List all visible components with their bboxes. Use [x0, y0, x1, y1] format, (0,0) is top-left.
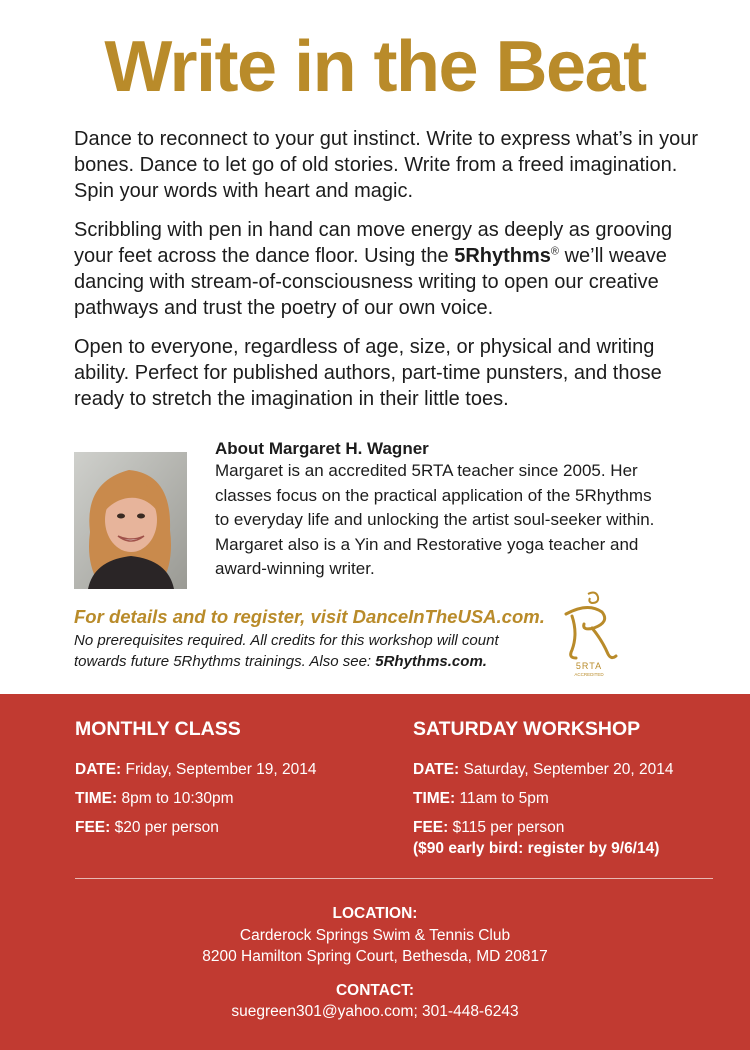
monthly-date-value: Friday, September 19, 2014	[121, 761, 317, 778]
monthly-date	[75, 759, 317, 780]
saturday-date-label: DATE:	[413, 761, 460, 778]
location-line-1: Carderock Springs Swim & Tennis Club	[239, 926, 511, 944]
monthly-fee	[75, 817, 317, 838]
5rhythms-link[interactable]: 5Rhythms.com.	[375, 653, 487, 670]
logo-letters: 5RTA	[575, 661, 603, 671]
location-contact	[0, 903, 750, 1023]
monthly-class-heading: MONTHLY CLASS	[75, 718, 241, 740]
saturday-fee-label: FEE:	[413, 819, 449, 836]
location-line-2: 8200 Hamilton Spring Court, Bethesda, MD 20817	[202, 948, 548, 965]
saturday-time-value: 11am to 5pm	[455, 790, 549, 807]
5rta-accredited-logo	[558, 588, 620, 678]
registered-mark: ®	[550, 245, 560, 258]
contact-line[interactable]: suegreen301@yahoo.com; 301-448-6243	[231, 1003, 519, 1020]
saturday-date	[413, 759, 674, 780]
saturday-fee-value: $115 per person	[448, 819, 565, 836]
5rta-logo-icon	[558, 588, 620, 678]
page-title: Write in the Beat	[104, 27, 646, 107]
prerequisites-note	[74, 630, 554, 672]
note-text: No prerequisites required. All credits for this workshop will count towards future 5Rhythms trainings. Also see:	[74, 632, 499, 670]
saturday-early-bird: ($90 early bird: register by 9/6/14)	[413, 840, 660, 857]
monthly-fee-label: FEE:	[75, 819, 111, 836]
location-label: LOCATION:	[332, 905, 418, 922]
intro-paragraph-2-start: Scribbling with pen in hand can move energy as deeply as grooving your feet across the dance floor. Using the	[74, 219, 673, 267]
bio-text: Margaret is an accredited 5RTA teacher since 2005. Her classes focus on the practical application of the 5Rhythms to everyday life and unlocking the artist soul-seeker within. Margaret also is a Yin and Restorative yoga teacher and award-winning writer.	[215, 461, 655, 578]
intro-paragraph-3: Open to everyone, regardless of age, size, or physical and writing ability. Perfect for published authors, part-time punsters, and those ready to stretch the imagination in their little toes.	[74, 336, 662, 410]
monthly-time-label: TIME:	[75, 790, 118, 807]
saturday-date-value: Saturday, September 20, 2014	[459, 761, 674, 778]
saturday-workshop-section	[413, 716, 674, 867]
logo-subtext: ACCREDITED	[574, 672, 604, 677]
monthly-class-section	[75, 716, 317, 846]
intro-paragraph-2	[74, 217, 714, 321]
teacher-photo	[74, 452, 187, 589]
intro-paragraph-2-end: we’ll weave dancing with stream-of-consciousness writing to open our creative pathways and trust the poetry of our own voice.	[74, 245, 667, 319]
monthly-date-label: DATE:	[75, 761, 122, 778]
bio-heading: About Margaret H. Wagner	[215, 439, 429, 458]
saturday-fee	[413, 817, 674, 859]
contact-label: CONTACT:	[335, 981, 415, 999]
register-link[interactable]: For details and to register, visit DanceInTheUSA.com.	[74, 606, 545, 627]
divider	[75, 878, 713, 879]
monthly-fee-value: $20 per person	[110, 819, 219, 836]
monthly-time	[75, 788, 317, 809]
schedule-panel	[0, 694, 750, 1050]
saturday-workshop-heading: SATURDAY WORKSHOP	[413, 718, 641, 740]
monthly-time-value: 8pm to 10:30pm	[117, 790, 234, 807]
brand-name: 5Rhythms	[454, 245, 551, 267]
intro-paragraph-1: Dance to reconnect to your gut instinct. Write to express what’s in your bones. Dance to let go of old stories. Write from a freed imagination. Spin your words with heart and magic.	[74, 128, 699, 202]
saturday-time-label: TIME:	[413, 790, 456, 807]
saturday-time	[413, 788, 674, 809]
